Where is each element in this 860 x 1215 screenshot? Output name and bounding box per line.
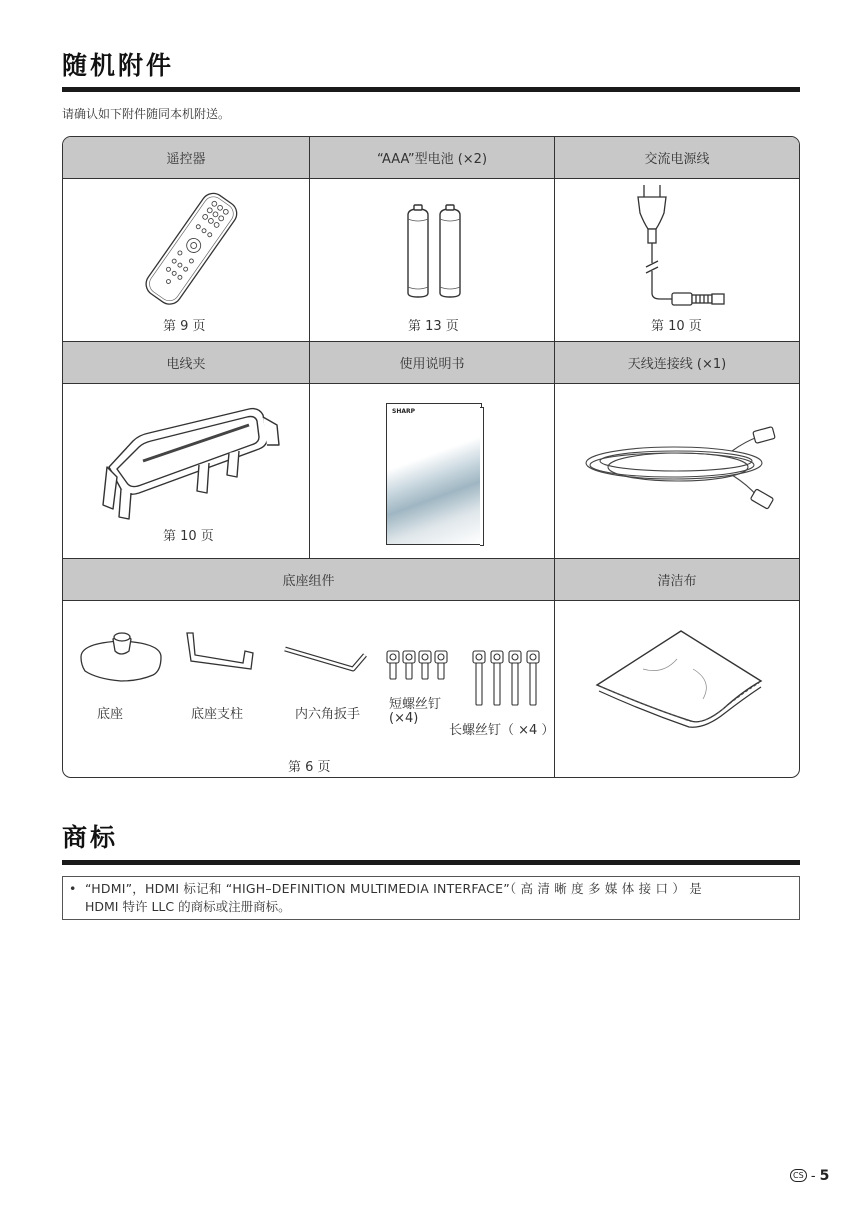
header-cable-clamp: 电线夹 xyxy=(63,342,309,383)
header-manual: 使用说明书 xyxy=(310,342,554,383)
trademark-notice xyxy=(62,876,800,920)
bullet-mark: • xyxy=(69,881,77,896)
page-number xyxy=(790,1168,829,1184)
trademark-line-1: “HDMI”，HDMI 标记和 “HIGH–DEFINITION MULTIMEDIA INTERFACE”（ 高 清 晰 度 多 媒 体 接 口 ） 是 xyxy=(85,881,702,896)
header-remote: 遥控器 xyxy=(63,137,309,178)
title-rule xyxy=(62,87,800,92)
page-title: 随机附件 xyxy=(62,51,175,80)
part-label-post: 底座支柱 xyxy=(191,707,244,722)
caption-stand-kit: 第 6 页 xyxy=(288,760,331,775)
caption-batteries: 第 13 页 xyxy=(408,319,459,334)
grid-line xyxy=(63,558,799,559)
part-label-short-screw: 短螺丝钉 xyxy=(389,697,442,712)
antenna-cable-icon xyxy=(582,423,778,523)
part-label-base: 底座 xyxy=(97,707,124,722)
caption-remote: 第 9 页 xyxy=(163,319,206,334)
trademark-line-2: HDMI 特许 LLC 的商标或注册商标。 xyxy=(85,899,291,914)
intro-text: 请确认如下附件随同本机附送。 xyxy=(62,107,231,121)
stand-post-icon xyxy=(183,631,263,671)
section-title-trademarks: 商标 xyxy=(62,823,119,852)
grid-line xyxy=(63,341,799,342)
grid-line xyxy=(63,600,799,601)
manual-book-icon xyxy=(386,403,482,545)
grid-line xyxy=(63,383,799,384)
cs-badge: CS xyxy=(790,1169,807,1182)
part-label-long-screw: 长螺丝钉（ ×4 ） xyxy=(449,723,555,738)
page-number-value: 5 xyxy=(819,1168,830,1184)
battery-icon xyxy=(404,205,468,301)
book-logo: SHARP xyxy=(392,408,416,415)
page-separator: - xyxy=(810,1169,816,1184)
stand-base-icon xyxy=(79,631,163,681)
caption-cable-clamp: 第 10 页 xyxy=(163,529,214,544)
header-cleaning-cloth: 清洁布 xyxy=(555,559,799,600)
trademarks-rule xyxy=(62,860,800,865)
hex-wrench-icon xyxy=(283,643,369,677)
power-cord-icon xyxy=(634,183,734,307)
cable-clamp-icon xyxy=(99,405,283,523)
remote-control-icon xyxy=(125,185,255,313)
long-screw-icon xyxy=(471,649,541,709)
short-screw-icon xyxy=(385,649,451,683)
part-label-wrench: 内六角扳手 xyxy=(295,707,361,722)
grid-line xyxy=(309,137,310,559)
header-batteries: “AAA”型电池 (×2) xyxy=(310,137,554,178)
accessories-table xyxy=(62,136,800,778)
header-power-cord: 交流电源线 xyxy=(555,137,799,178)
part-label-short-screw-qty: (×4) xyxy=(389,711,419,726)
header-stand-kit: 底座组件 xyxy=(63,559,554,600)
cleaning-cloth-icon xyxy=(593,629,765,727)
book-spine xyxy=(480,407,484,546)
grid-line xyxy=(63,178,799,179)
grid-line xyxy=(554,137,555,777)
caption-power-cord: 第 10 页 xyxy=(651,319,702,334)
header-antenna-cable: 天线连接线 (×1) xyxy=(555,342,799,383)
